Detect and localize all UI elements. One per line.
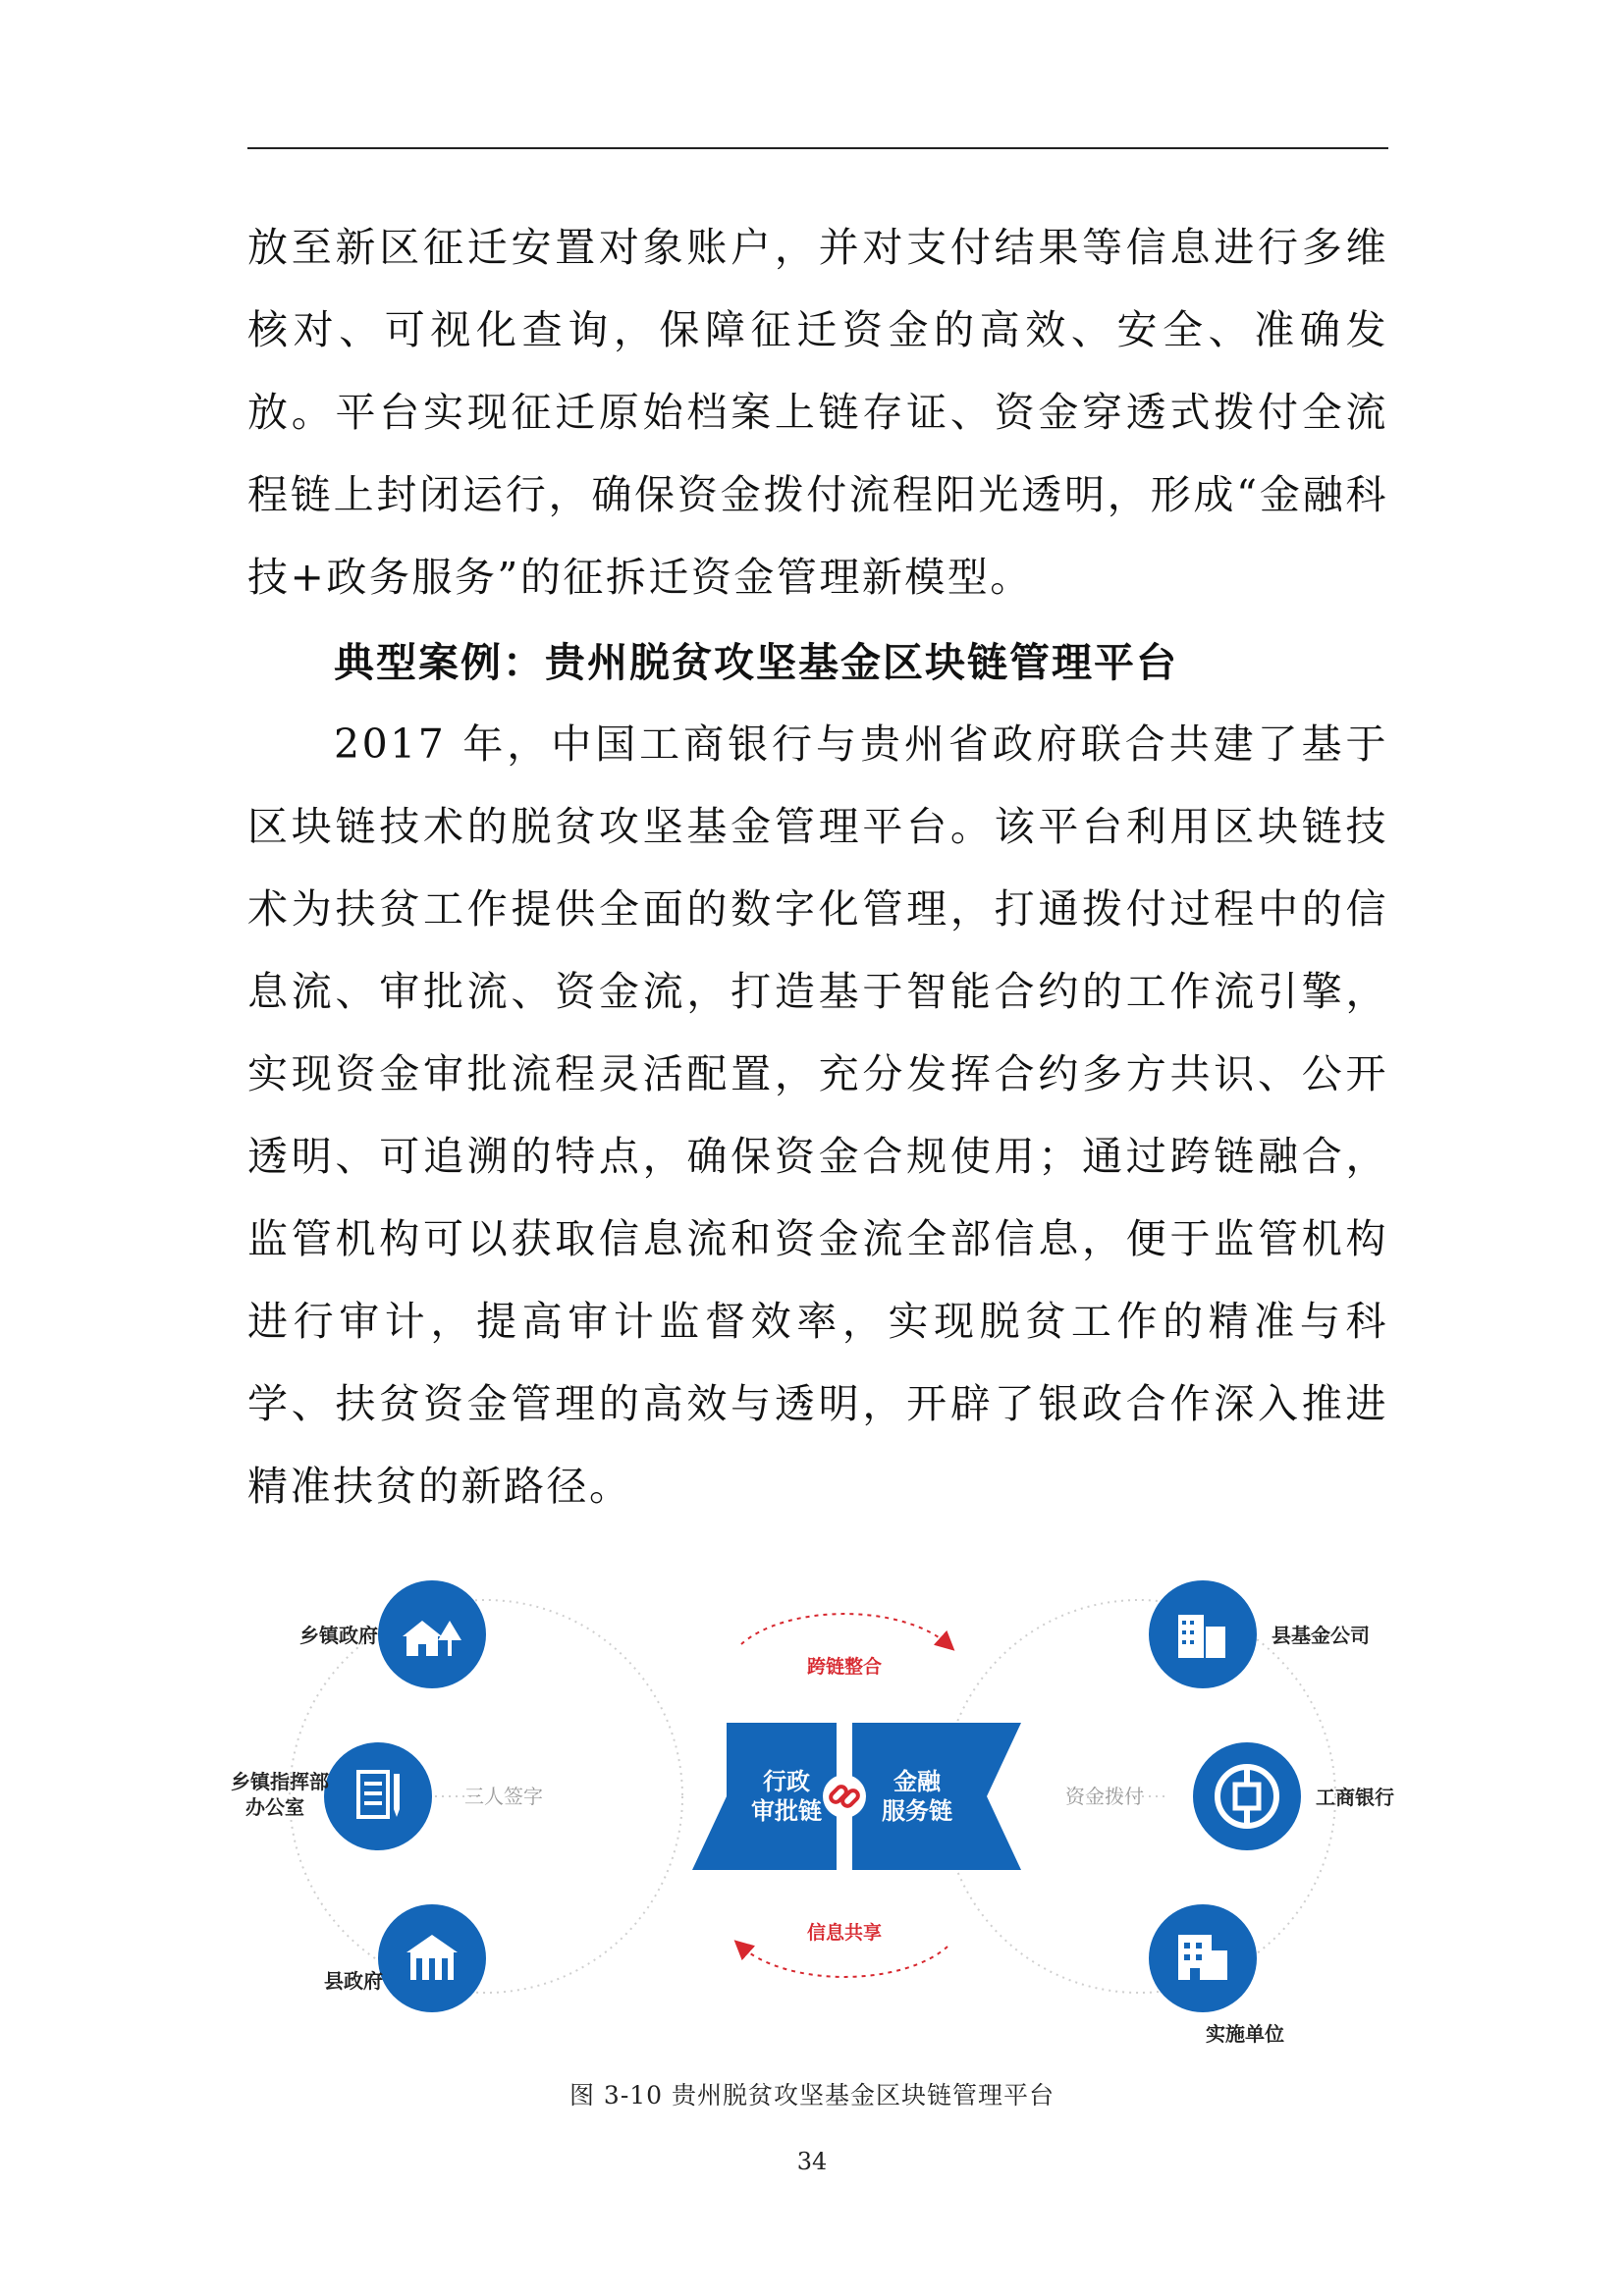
section-heading: 典型案例：贵州脱贫攻坚基金区块链管理平台 (334, 639, 1178, 686)
admin-chain-line1: 行政 (763, 1768, 810, 1795)
node-town-government (378, 1580, 486, 1688)
finance-chain-line1: 金融 (893, 1768, 941, 1795)
chain-link-icon (823, 1775, 866, 1818)
label-icbc: 工商银行 (1316, 1786, 1394, 1809)
label-information-sharing: 信息共享 (806, 1922, 883, 1944)
header-rule (247, 147, 1388, 149)
admin-approval-chain-block (692, 1723, 837, 1870)
top-arc-arrow (741, 1614, 947, 1644)
label-town-command-office-line2: 办公室 (245, 1795, 304, 1819)
page-number: 34 (796, 2148, 828, 2175)
platform-diagram-svg (231, 1556, 1404, 2046)
node-icbc (1193, 1742, 1301, 1850)
label-implementation-unit: 实施单位 (1206, 2022, 1284, 2046)
label-town-government: 乡镇政府 (299, 1624, 378, 1647)
node-county-government (378, 1904, 486, 2012)
body-paragraph-2: 2017 年，中国工商银行与贵州省政府联合共建了基于区块链技术的脱贫攻坚基金管理平台。该平台利用区块链技术为扶贫工作提供全面的数字化管理，打通拨付过程中的信息流、审批流、资金流，打造基于智能合约的工作流引擎，实现资金审批流程灵活配置，充分发挥合约多方共识、公开透明、可追溯的特点，确保资金合规使用；通过跨链融合，监管机构可以获取信息流和资金流全部信息，便于监管机构进行审计，提高审计监督效率，实现脱贫工作的精准与科学、扶贫资金管理的高效与透明，开辟了银政合作深入推进精准扶贫的新路径。 (247, 721, 1388, 1510)
label-county-government: 县政府 (324, 1969, 383, 1993)
label-three-signatures: 三人签字 (464, 1785, 543, 1808)
label-cross-chain-integration: 跨链整合 (806, 1656, 883, 1678)
finance-chain-line2: 服务链 (882, 1797, 952, 1825)
figure-caption: 图 3-10 贵州脱贫攻坚基金区块链管理平台 (568, 2081, 1056, 2109)
label-town-command-office-line1: 乡镇指挥部 (231, 1770, 329, 1793)
label-fund-disbursement: 资金拨付 (1065, 1785, 1144, 1808)
bottom-arc-arrow (741, 1947, 947, 1977)
node-town-command-office (324, 1742, 432, 1850)
node-county-fund-company (1149, 1580, 1257, 1688)
label-county-fund-company: 县基金公司 (1272, 1624, 1370, 1647)
node-implementation-unit (1149, 1904, 1257, 2012)
admin-chain-line2: 审批链 (751, 1797, 822, 1825)
platform-diagram (231, 1556, 1404, 2046)
financial-service-chain-block (852, 1723, 1021, 1870)
body-paragraph-1: 放至新区征迁安置对象账户，并对支付结果等信息进行多维核对、可视化查询，保障征迁资金的高效、安全、准确发放。平台实现征迁原始档案上链存证、资金穿透式拨付全流程链上封闭运行，确保资金拨付流程阳光透明，形成“金融科技+政务服务”的征拆迁资金管理新模型。 (247, 224, 1388, 601)
